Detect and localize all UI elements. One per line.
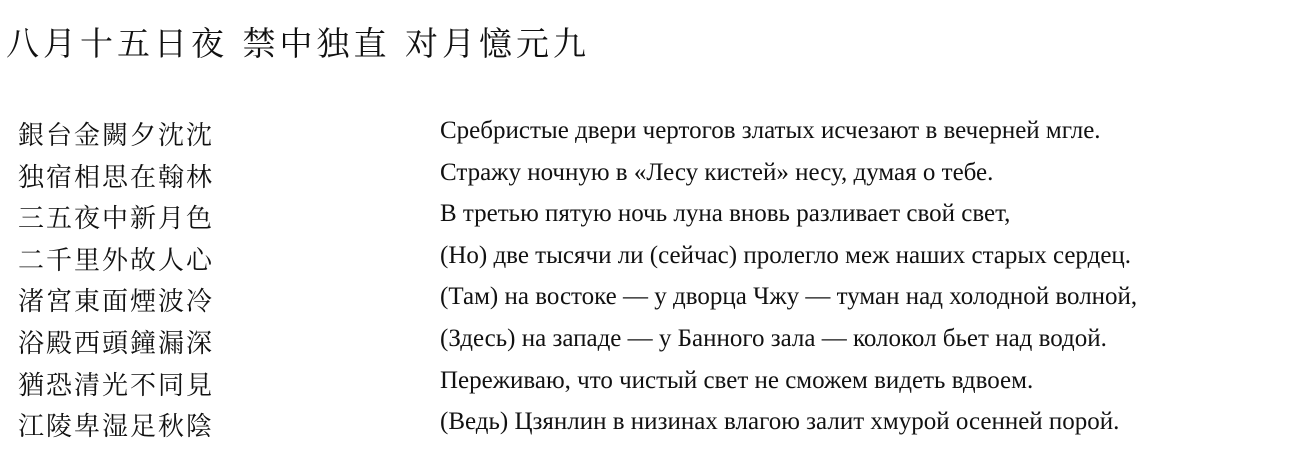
poem-line (0, 196, 1313, 238)
original-line: 江陵卑湿足秋陰 (18, 412, 215, 443)
original-line: 渚宮東面煙波冷 (18, 287, 215, 318)
poem-line (0, 238, 1313, 280)
original-line: 銀台金闕夕沈沈 (18, 121, 215, 151)
translation-line: (Но) две тысячи ли (сейчас) пролегло меж наших старых сердец. (440, 241, 1132, 269)
translation-line: Переживаю, что чистый свет не сможем видеть вдвоем. (440, 366, 1034, 394)
translation-line: В третью пятую ночь луна вновь разливает свой свет, (440, 200, 1011, 228)
poem-line (0, 155, 1313, 197)
poem-line (0, 363, 1313, 405)
original-line: 独宿相思在翰林 (18, 162, 215, 193)
translation-line: (Ведь) Цзянлин в низинах влагою залит хмурой осенней порой. (440, 408, 1120, 436)
poem-line (0, 113, 1313, 155)
poem-line (0, 321, 1313, 363)
poem-line (0, 404, 1313, 446)
translation-line: Стражу ночную в «Лесу кистей» несу, думая о тебе. (440, 158, 994, 186)
translation-line: (Там) на востоке — у дворца Чжу — туман над холодной волной, (440, 283, 1138, 311)
original-line: 猶恐清光不同見 (18, 370, 215, 401)
poem-body (0, 113, 1313, 446)
poem-line (0, 279, 1313, 321)
poem-title: 八月十五日夜 禁中独直 对月憶元九 (6, 24, 590, 63)
original-line: 浴殿西頭鐘漏深 (18, 328, 215, 359)
translation-line: Сребристые двери чертогов златых исчезают в вечерней мгле. (440, 117, 1101, 144)
translation-line: (Здесь) на западе — у Банного зала — колокол бьет над водой. (440, 324, 1107, 352)
original-line: 二千里外故人心 (18, 245, 215, 276)
original-line: 三五夜中新月色 (18, 204, 215, 235)
